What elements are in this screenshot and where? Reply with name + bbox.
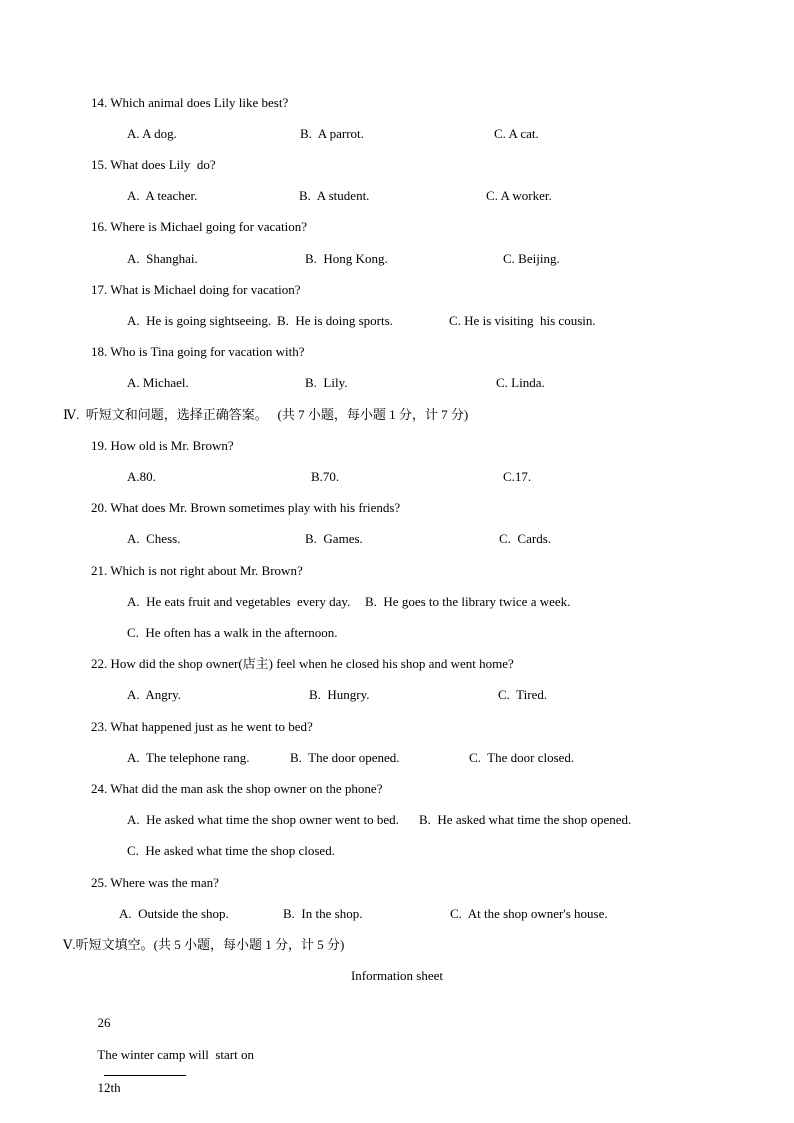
question-25-stem: 25. Where was the man? [91, 875, 219, 890]
question-19-option-c: C.17. [503, 469, 532, 484]
section-5-heading: Ⅴ.听短文填空。(共 5 小题，每小题 1 分，计 5 分) [63, 937, 345, 952]
question-14-stem: 14. Which animal does Lily like best? [91, 95, 289, 110]
question-25-option-c: C. At the shop owner's house. [450, 906, 608, 921]
question-22-option-c: C. Tired. [498, 687, 548, 702]
question-17-stem: 17. What is Michael doing for vacation? [91, 282, 301, 297]
question-17-option-c: C. He is visiting his cousin. [449, 313, 596, 328]
question-18-option-b: B. Lily. [305, 375, 348, 390]
question-18-stem: 18. Who is Tina going for vacation with? [91, 344, 305, 359]
question-16-option-a: A. Shanghai. [127, 251, 198, 266]
question-16-option-b: B. Hong Kong. [305, 251, 388, 266]
question-20-option-b: B. Games. [305, 531, 363, 546]
answer-blank-26[interactable] [104, 1063, 186, 1076]
question-14-option-b: B. A parrot. [300, 126, 364, 141]
question-17-option-b: B. He is doing sports. [277, 313, 393, 328]
info-item-26-number: 26 [97, 1015, 111, 1030]
question-22-option-b: B. Hungry. [309, 687, 370, 702]
question-15-stem: 15. What does Lily do? [91, 157, 216, 172]
question-22-option-a: A. Angry. [127, 687, 182, 702]
question-18-option-a: A. Michael. [127, 375, 189, 390]
question-23-option-a: A. The telephone rang. [127, 750, 250, 765]
question-20-option-a: A. Chess. [127, 531, 181, 546]
question-19-option-a: A.80. [127, 469, 156, 484]
question-21-stem: 21. Which is not right about Mr. Brown? [91, 563, 303, 578]
question-14-option-c: C. A cat. [494, 126, 539, 141]
question-23-stem: 23. What happened just as he went to bed? [91, 719, 313, 734]
question-23-option-c: C. The door closed. [469, 750, 575, 765]
question-24-option-c: C. He asked what time the shop closed. [127, 843, 335, 858]
question-21-option-a: A. He eats fruit and vegetables every day. [127, 594, 351, 609]
question-24-option-b: B. He asked what time the shop opened. [419, 812, 632, 827]
question-20-option-c: C. Cards. [499, 531, 551, 546]
question-19-option-b: B.70. [311, 469, 340, 484]
question-25-option-a: A. Outside the shop. [119, 906, 229, 921]
question-16-option-c: C. Beijing. [503, 251, 560, 266]
section-4-heading: Ⅳ. 听短文和问题，选择正确答案。 (共 7 小题，每小题 1 分，计 7 分) [63, 407, 469, 422]
question-18-option-c: C. Linda. [496, 375, 545, 390]
question-19-stem: 19. How old is Mr. Brown? [91, 438, 234, 453]
info-item-26 [91, 999, 254, 1096]
question-21-option-b: B. He goes to the library twice a week. [365, 594, 571, 609]
question-16-stem: 16. Where is Michael going for vacation? [91, 219, 307, 234]
question-25-option-b: B. In the shop. [283, 906, 363, 921]
info-sheet-title: Information sheet [350, 968, 444, 983]
question-15-option-a: A. A teacher. [127, 188, 198, 203]
question-17-option-a: A. He is going sightseeing. [127, 313, 272, 328]
info-item-26-suffix: 12th [97, 1080, 121, 1095]
question-23-option-b: B. The door opened. [290, 750, 400, 765]
info-item-26-text: The winter camp will start on [97, 1047, 254, 1062]
question-22-stem: 22. How did the shop owner(店主) feel when he closed his shop and went home? [91, 656, 514, 671]
question-24-stem: 24. What did the man ask the shop owner on the phone? [91, 781, 383, 796]
question-20-stem: 20. What does Mr. Brown sometimes play with his friends? [91, 500, 401, 515]
question-21-option-c: C. He often has a walk in the afternoon. [127, 625, 338, 640]
question-15-option-b: B. A student. [299, 188, 370, 203]
question-24-option-a: A. He asked what time the shop owner went to bed. [127, 812, 399, 827]
question-14-option-a: A. A dog. [127, 126, 177, 141]
question-15-option-c: C. A worker. [486, 188, 552, 203]
